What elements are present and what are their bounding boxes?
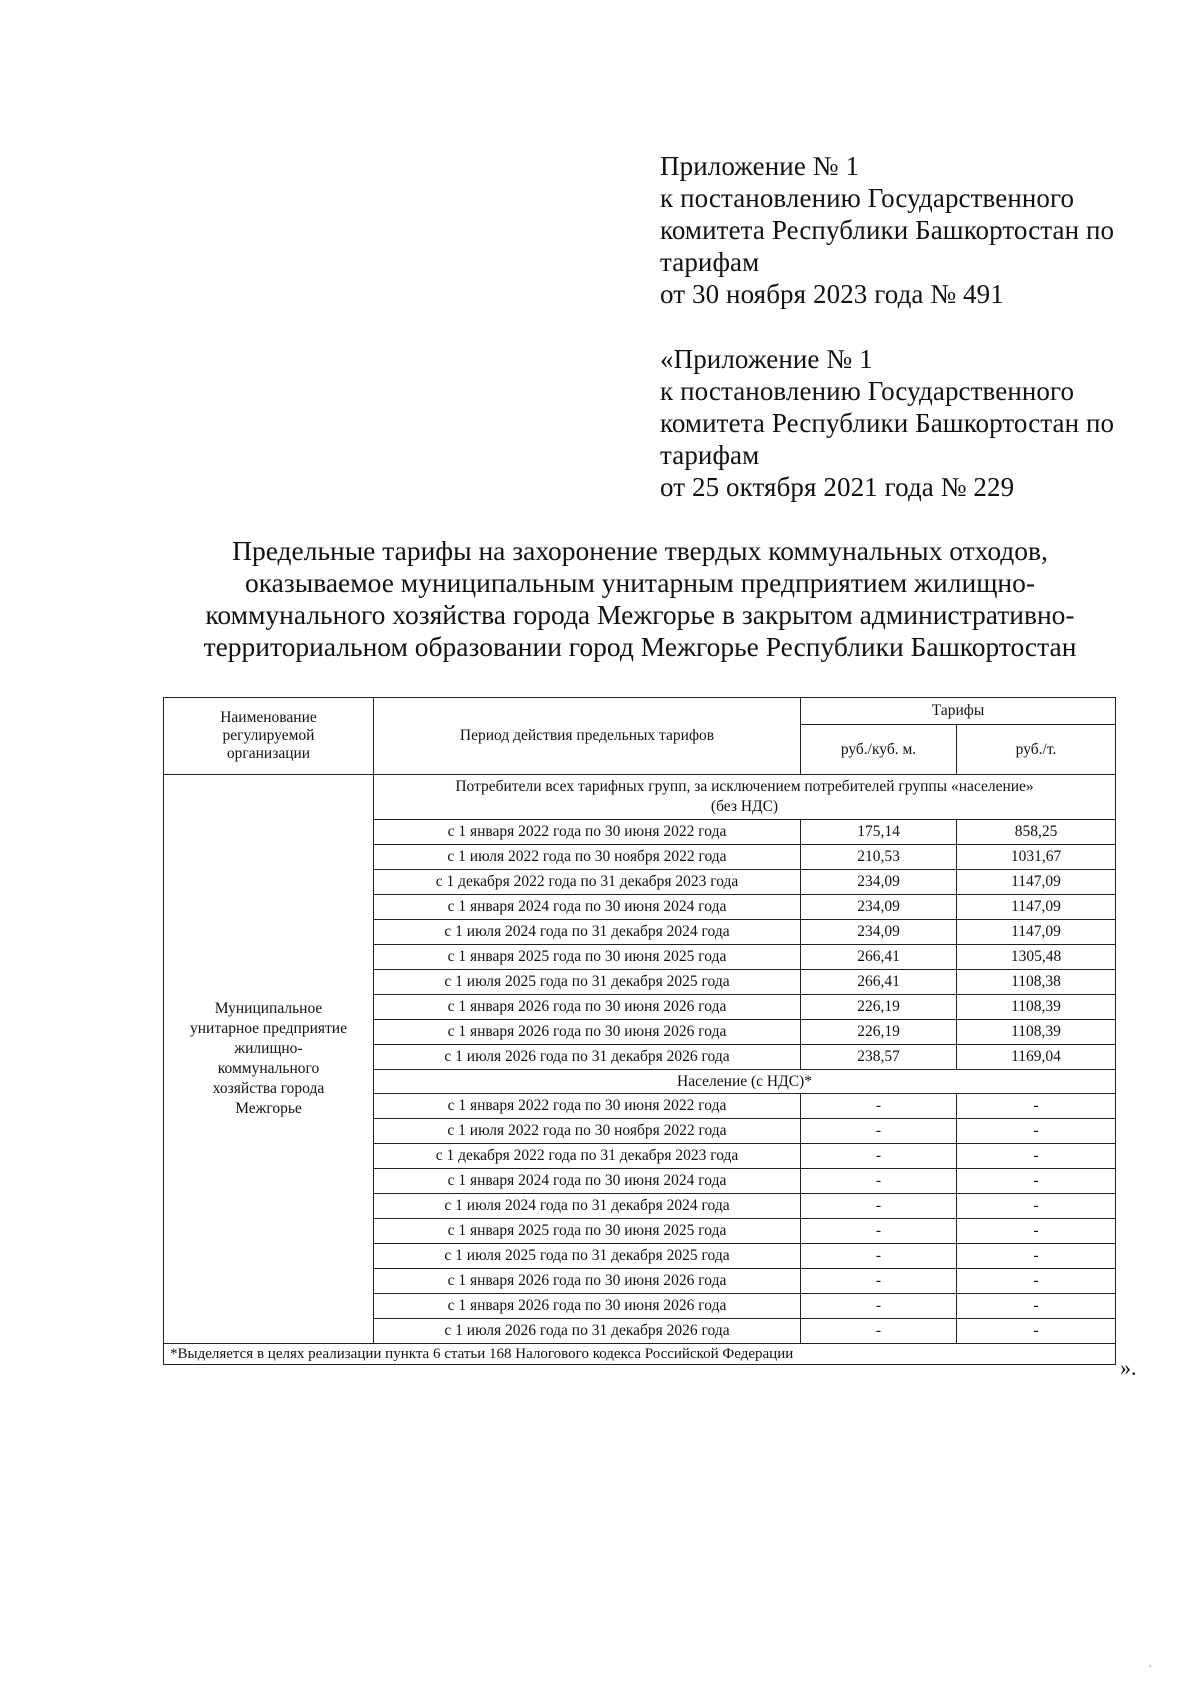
period-cell: с 1 июля 2024 года по 31 декабря 2024 года bbox=[374, 920, 801, 945]
tariff-t-cell: - bbox=[957, 1269, 1116, 1294]
table-header-row bbox=[164, 698, 1116, 725]
document-title bbox=[160, 535, 1120, 663]
tariff-t-cell: 1108,38 bbox=[957, 970, 1116, 995]
header-period: Период действия предельных тарифов bbox=[374, 698, 801, 775]
period-cell: с 1 декабря 2022 года по 31 декабря 2023 года bbox=[374, 870, 801, 895]
tariff-t-cell: 1147,09 bbox=[957, 870, 1116, 895]
tariff-m3-cell: 266,41 bbox=[801, 945, 957, 970]
period-cell: с 1 января 2026 года по 30 июня 2026 года bbox=[374, 1294, 801, 1319]
tariff-t-cell: 1147,09 bbox=[957, 895, 1116, 920]
tariff-t-cell: - bbox=[957, 1244, 1116, 1269]
period-cell: с 1 января 2024 года по 30 июня 2024 года bbox=[374, 1169, 801, 1194]
period-cell: с 1 января 2026 года по 30 июня 2026 года bbox=[374, 1269, 801, 1294]
tariff-m3-cell: 210,53 bbox=[801, 845, 957, 870]
tariff-m3-cell: - bbox=[801, 1194, 957, 1219]
header-org-line: регулируемой bbox=[222, 727, 315, 744]
tariff-t-cell: 858,25 bbox=[957, 820, 1116, 845]
tariff-m3-cell: 234,09 bbox=[801, 895, 957, 920]
tariff-m3-cell: - bbox=[801, 1169, 957, 1194]
organization-line: Межгорье bbox=[235, 1100, 302, 1117]
group-a-label-line: (без НДС) bbox=[710, 798, 779, 815]
tariff-t-cell: - bbox=[957, 1144, 1116, 1169]
organization-line: коммунального bbox=[217, 1060, 320, 1077]
tariff-t-cell: - bbox=[957, 1169, 1116, 1194]
period-cell: с 1 июля 2026 года по 31 декабря 2026 года bbox=[374, 1045, 801, 1070]
tariff-t-cell: - bbox=[957, 1294, 1116, 1319]
organization-cell bbox=[164, 775, 374, 1344]
title-line: коммунального хозяйства города Межгорье в закрытом административно- bbox=[205, 599, 1075, 630]
tariff-m3-cell: 226,19 bbox=[801, 1020, 957, 1045]
appendix-line: от 30 ноября 2023 года № 491 bbox=[660, 279, 1004, 309]
tariff-m3-cell: - bbox=[801, 1144, 957, 1169]
tariff-m3-cell: - bbox=[801, 1269, 957, 1294]
tariff-m3-cell: - bbox=[801, 1319, 957, 1344]
scan-artifact: · bbox=[1148, 1660, 1153, 1675]
header-tariffs: Тарифы bbox=[801, 698, 1116, 725]
group-a-label bbox=[374, 775, 1116, 820]
tariff-t-cell: - bbox=[957, 1194, 1116, 1219]
tariffs-table bbox=[163, 697, 1116, 1365]
table-body bbox=[164, 775, 1116, 1365]
appendix-line: тарифам bbox=[660, 440, 760, 470]
period-cell: с 1 июля 2026 года по 31 декабря 2026 года bbox=[374, 1319, 801, 1344]
tariff-m3-cell: 226,19 bbox=[801, 995, 957, 1020]
appendix-line: «Приложение № 1 bbox=[660, 344, 873, 374]
group-b-label: Население (с НДС)* bbox=[374, 1070, 1116, 1094]
tariff-m3-cell: - bbox=[801, 1094, 957, 1119]
tariff-m3-cell: - bbox=[801, 1244, 957, 1269]
header-unit-m3: руб./куб. м. bbox=[801, 725, 957, 775]
tariff-t-cell: 1031,67 bbox=[957, 845, 1116, 870]
appendix-header-amended bbox=[660, 343, 1160, 503]
appendix-line: к постановлению Государственного bbox=[660, 183, 1075, 213]
appendix-header-current bbox=[660, 150, 1160, 310]
period-cell: с 1 июля 2022 года по 30 ноября 2022 года bbox=[374, 1119, 801, 1144]
tariff-m3-cell: 175,14 bbox=[801, 820, 957, 845]
tariff-t-cell: - bbox=[957, 1319, 1116, 1344]
tariff-t-cell: 1147,09 bbox=[957, 920, 1116, 945]
tariff-m3-cell: - bbox=[801, 1219, 957, 1244]
period-cell: с 1 января 2026 года по 30 июня 2026 года bbox=[374, 995, 801, 1020]
closing-quote: ». bbox=[1120, 1355, 1137, 1380]
tariff-m3-cell: - bbox=[801, 1119, 957, 1144]
appendix-line: Приложение № 1 bbox=[660, 151, 860, 181]
appendix-line: комитета Республики Башкортостан по bbox=[660, 408, 1115, 438]
header-unit-t: руб./т. bbox=[957, 725, 1116, 775]
period-cell: с 1 января 2025 года по 30 июня 2025 года bbox=[374, 945, 801, 970]
tariff-m3-cell: 234,09 bbox=[801, 920, 957, 945]
footnote: *Выделяется в целях реализации пункта 6 статьи 168 Налогового кодекса Российской Федерации bbox=[164, 1344, 1116, 1365]
period-cell: с 1 января 2026 года по 30 июня 2026 года bbox=[374, 1020, 801, 1045]
organization-line: хозяйства города bbox=[212, 1080, 325, 1097]
organization-line: Муниципальное bbox=[214, 1000, 323, 1017]
period-cell: с 1 июля 2022 года по 30 ноября 2022 года bbox=[374, 845, 801, 870]
header-org-line: Наименование bbox=[220, 709, 317, 726]
period-cell: с 1 января 2025 года по 30 июня 2025 года bbox=[374, 1219, 801, 1244]
title-line: оказываемое муниципальным унитарным предприятием жилищно- bbox=[244, 567, 1036, 598]
period-cell: с 1 декабря 2022 года по 31 декабря 2023 года bbox=[374, 1144, 801, 1169]
period-cell: с 1 января 2022 года по 30 июня 2022 года bbox=[374, 1094, 801, 1119]
appendix-line: от 25 октября 2021 года № 229 bbox=[660, 472, 1015, 502]
period-cell: с 1 января 2024 года по 30 июня 2024 года bbox=[374, 895, 801, 920]
tariff-m3-cell: 238,57 bbox=[801, 1045, 957, 1070]
period-cell: с 1 июля 2025 года по 31 декабря 2025 года bbox=[374, 970, 801, 995]
appendix-line: тарифам bbox=[660, 247, 760, 277]
group-a-label-line: Потребители всех тарифных групп, за исключением потребителей группы «население» bbox=[455, 778, 1034, 795]
group-label-row bbox=[164, 775, 1116, 820]
tariff-m3-cell: - bbox=[801, 1294, 957, 1319]
organization-line: жилищно- bbox=[234, 1040, 303, 1057]
header-org-line: организации bbox=[226, 745, 311, 762]
period-cell: с 1 июля 2025 года по 31 декабря 2025 года bbox=[374, 1244, 801, 1269]
period-cell: с 1 января 2022 года по 30 июня 2022 года bbox=[374, 820, 801, 845]
header-organization bbox=[164, 698, 374, 775]
tariff-t-cell: - bbox=[957, 1094, 1116, 1119]
tariff-t-cell: 1108,39 bbox=[957, 995, 1116, 1020]
tariff-t-cell: 1108,39 bbox=[957, 1020, 1116, 1045]
organization-line: унитарное предприятие bbox=[190, 1020, 347, 1037]
tariff-t-cell: 1169,04 bbox=[957, 1045, 1116, 1070]
tariff-t-cell: - bbox=[957, 1219, 1116, 1244]
footnote-row bbox=[164, 1344, 1116, 1365]
title-line: территориальном образовании город Межгорье Республики Башкортостан bbox=[203, 631, 1077, 662]
appendix-line: к постановлению Государственного bbox=[660, 376, 1075, 406]
tariff-m3-cell: 234,09 bbox=[801, 870, 957, 895]
tariff-t-cell: - bbox=[957, 1119, 1116, 1144]
appendix-line: комитета Республики Башкортостан по bbox=[660, 215, 1115, 245]
tariff-m3-cell: 266,41 bbox=[801, 970, 957, 995]
title-line: Предельные тарифы на захоронение твердых коммунальных отходов, bbox=[232, 535, 1048, 566]
tariff-t-cell: 1305,48 bbox=[957, 945, 1116, 970]
period-cell: с 1 июля 2024 года по 31 декабря 2024 года bbox=[374, 1194, 801, 1219]
